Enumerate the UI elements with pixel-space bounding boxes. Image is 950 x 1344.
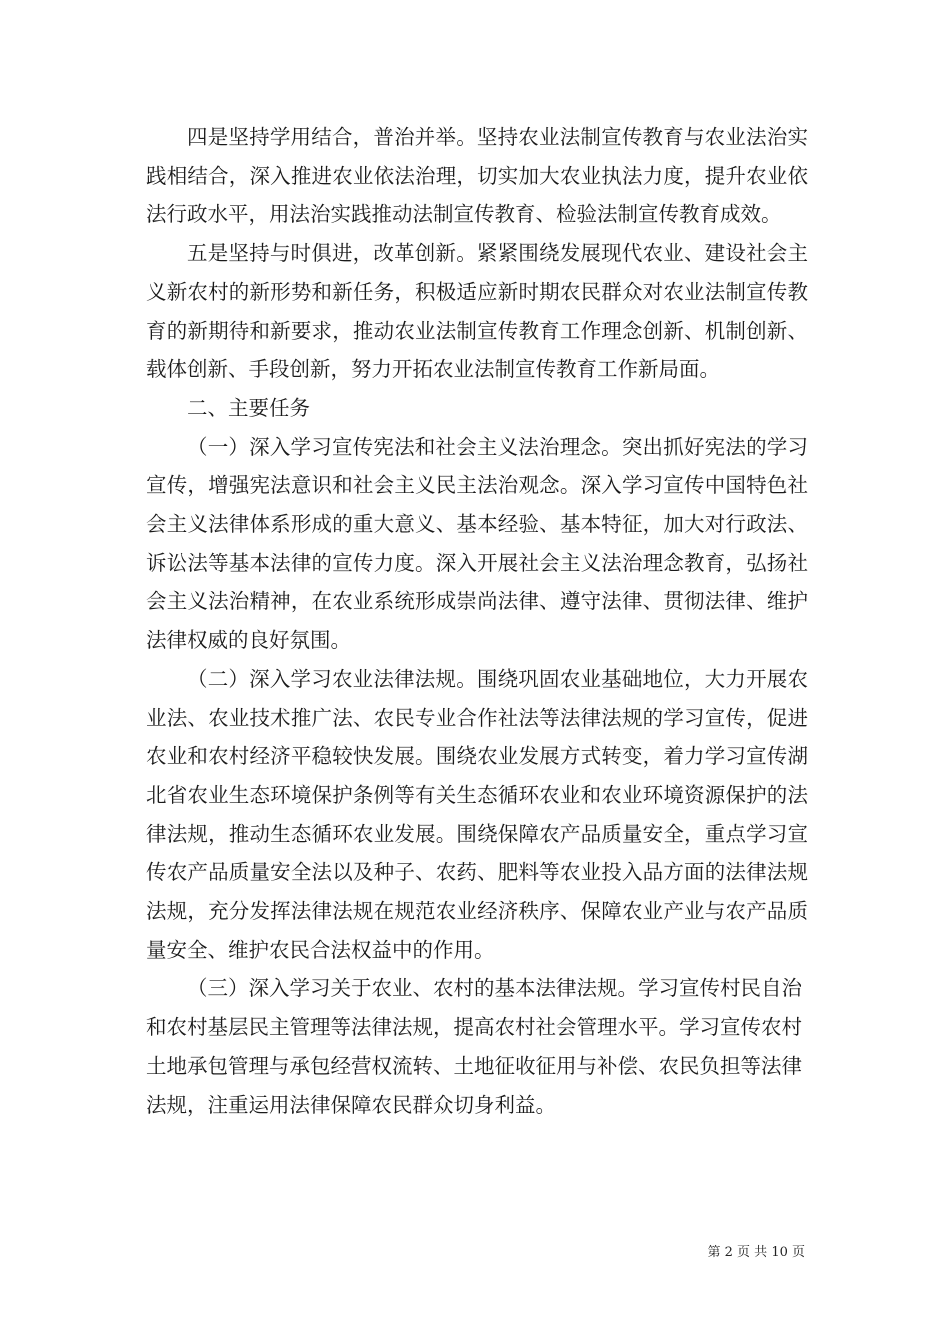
page-number-footer: 第 2 页 共 10 页 — [707, 1245, 805, 1260]
paragraph-task-one: （一）深入学习宣传宪法和社会主义法治理念。突出抓好宪法的学习宣传，增强宪法意识和社会主义民主法治观念。深入学习宣传中国特色社会主义法律体系形成的重大意义、基本经验、基本特征，加大对行政法、诉讼法等基本法律的宣传力度。深入开展社会主义法治理念教育，弘扬社会主义法治精神，在农业系统形成崇尚法律、遵守法律、贯彻法律、维护法律权威的良好氛围。 — [146, 434, 808, 653]
paragraph-task-two: （二）深入学习农业法律法规。围绕巩固农业基础地位，大力开展农业法、农业技术推广法、农民专业合作社法等法律法规的学习宣传，促进农业和农村经济平稳较快发展。围绕农业发展方式转变，着力学习宣传湖北省农业生态环境保护条例等有关生态循环农业和农业环境资源保护的法律法规，推动生态循环农业发展。围绕保障农产品质量安全，重点学习宣传农产品质量安全法以及种子、农药、肥料等农业投入品方面的法律法规法规，充分发挥法律法规在规范农业经济秩序、保障农业产业与农产品质量安全、维护农民合法权益中的作用。 — [146, 666, 808, 962]
paragraph-task-three: （三）深入学习关于农业、农村的基本法律法规。学习宣传村民自治和农村基层民主管理等法律法规，提高农村社会管理水平。学习宣传农村土地承包管理与承包经营权流转、土地征收征用与补偿、农民负担等法律法规，注重运用法律保障农民群众切身利益。 — [146, 976, 802, 1117]
paragraph-principle-four: 四是坚持学用结合，普治并举。坚持农业法制宣传教育与农业法治实践相结合，深入推进农业依法治理，切实加大农业执法力度，提升农业依法行政水平，用法治实践推动法制宣传教育、检验法制宣传教育成效。 — [146, 125, 808, 227]
section-heading-main-tasks: 二、主要任务 — [187, 395, 310, 420]
document-body — [146, 118, 808, 1124]
paragraph-principle-five: 五是坚持与时俱进，改革创新。紧紧围绕发展现代农业、建设社会主义新农村的新形势和新任务，积极适应新时期农民群众对农业法制宣传教育的新期待和新要求，推动农业法制宣传教育工作理念创新、机制创新、载体创新、手段创新，努力开拓农业法制宣传教育工作新局面。 — [146, 241, 808, 382]
